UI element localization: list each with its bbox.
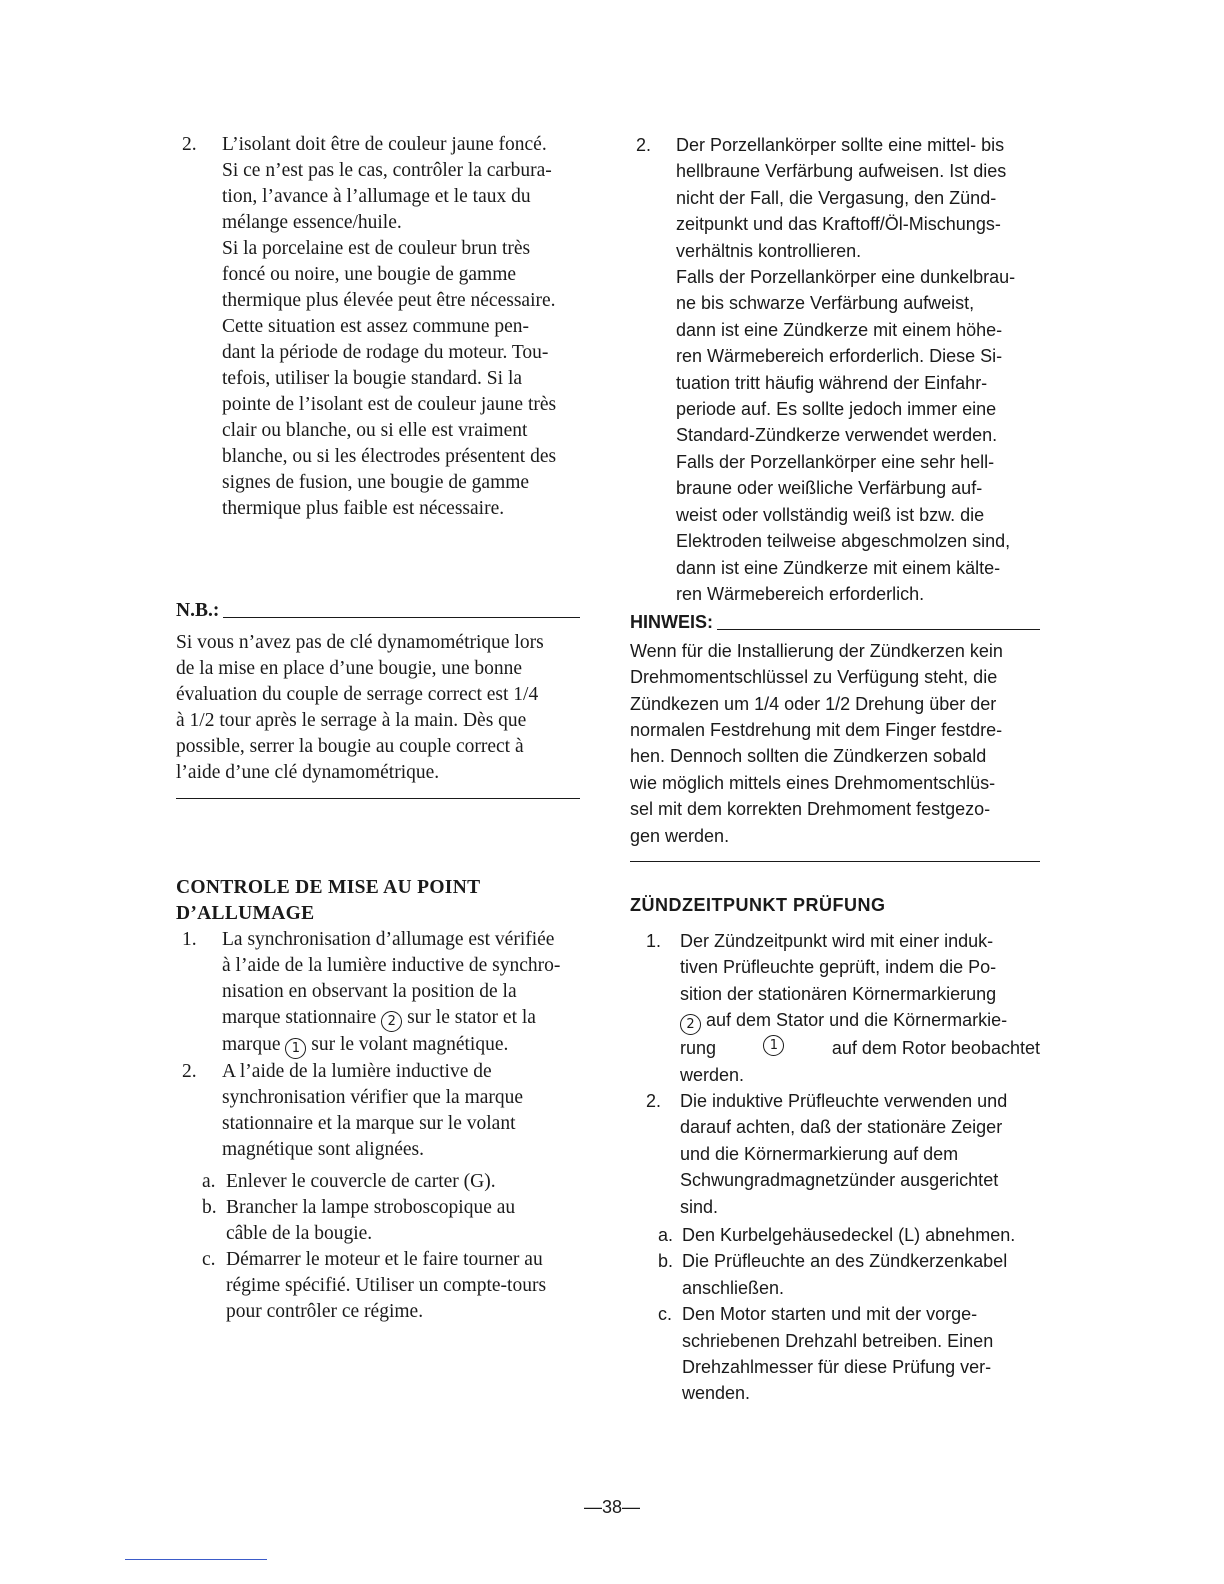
fr-substep-line: Brancher la lampe stroboscopique au bbox=[226, 1197, 516, 1218]
fr-heading-line: CONTROLE DE MISE AU POINT bbox=[176, 877, 481, 898]
de-substep-c bbox=[630, 1301, 1040, 1407]
fr-item-2-line: signes de fusion, une bougie de gamme bbox=[222, 472, 530, 493]
de-item-2-line: ren Wärmebereich erforderlich. bbox=[676, 583, 925, 604]
fr-heading-line: D’ALLUMAGE bbox=[176, 903, 315, 924]
de-note-line: Zündkezen um 1/4 oder 1/2 Drehung über der bbox=[630, 693, 997, 714]
fr-substep-line: régime spécifié. Utiliser un compte-tours bbox=[226, 1275, 547, 1296]
de-item-2-line: braune oder weißliche Verfärbung auf- bbox=[676, 478, 983, 499]
de-note-line: Drehmomentschlüssel zu Verfügung steht, die bbox=[630, 667, 998, 688]
de-substep-line: Die Prüfleuchte an des Zündkerzenkabel bbox=[682, 1251, 1008, 1272]
german-column bbox=[630, 132, 1040, 1407]
de-step-line: sition der stationären Körnermarkierung bbox=[680, 983, 997, 1004]
de-item-2-line: periode auf. Es sollte jedoch immer eine bbox=[676, 399, 997, 420]
de-substep-line: Den Motor starten und mit der vorge- bbox=[682, 1304, 978, 1325]
fr-substep-b-number: b. bbox=[202, 1197, 217, 1218]
fr-note-line: Si vous n’avez pas de clé dynamométrique lors bbox=[176, 632, 544, 653]
de-section-heading bbox=[630, 892, 1040, 918]
de-step-text: auf dem Rotor beobachtet bbox=[831, 1038, 1040, 1059]
de-note-line: wie möglich mittels eines Drehmomentschlüs- bbox=[630, 772, 996, 793]
fr-step-1-number: 1. bbox=[182, 929, 197, 950]
de-step-line bbox=[680, 1035, 1040, 1061]
de-note-label-text: HINWEIS: bbox=[630, 612, 713, 633]
fr-note-line: à 1/2 tour après le serrage à la main. Dès que bbox=[176, 710, 527, 731]
fr-substep-line: câble de la bougie. bbox=[226, 1223, 373, 1244]
fr-step-line: stationnaire et la marque sur le volant bbox=[222, 1113, 516, 1134]
de-item-2-line: zeitpunkt und das Kraftoff/Öl-Mischungs- bbox=[676, 214, 1001, 235]
fr-item-2-line: dant la période de rodage du moteur. Tou- bbox=[222, 342, 549, 363]
fr-step-line: magnétique sont alignées. bbox=[222, 1139, 424, 1160]
footer-line bbox=[125, 1559, 267, 1560]
de-step-line: tiven Prüfleuchte geprüft, indem die Po- bbox=[680, 957, 997, 978]
de-note-body bbox=[630, 638, 1040, 849]
de-note-line: Wenn für die Installierung der Zündkerzen kein bbox=[630, 640, 1003, 661]
de-step-1-number: 1. bbox=[646, 930, 662, 951]
fr-step-line bbox=[222, 1005, 580, 1032]
de-step-text: rung bbox=[680, 1038, 717, 1059]
fr-step-text: marque stationnaire bbox=[222, 1007, 377, 1028]
fr-step-line: nisation en observant la position de la bbox=[222, 981, 517, 1002]
fr-substep-line: Enlever le couvercle de carter (G). bbox=[226, 1171, 496, 1192]
fr-substep-a-number: a. bbox=[202, 1171, 216, 1192]
fr-step-line bbox=[222, 1032, 580, 1059]
de-substep-a bbox=[630, 1222, 1040, 1248]
fr-step-2 bbox=[176, 1059, 580, 1163]
de-substep-c-number: c. bbox=[658, 1304, 673, 1325]
de-substep-b-number: b. bbox=[658, 1251, 674, 1272]
de-item-2-line: dann ist eine Zündkerze mit einem höhe- bbox=[676, 319, 1003, 340]
fr-step-text: marque bbox=[222, 1034, 281, 1055]
de-heading-line: ZÜNDZEITPUNKT PRÜFUNG bbox=[630, 894, 886, 915]
de-substep-line: schriebenen Drehzahl betreiben. Einen bbox=[682, 1330, 994, 1351]
mark-1-icon: 1 bbox=[285, 1038, 306, 1059]
fr-item-2-line: blanche, ou si les électrodes présentent des bbox=[222, 446, 557, 467]
de-step-line: und die Körnermarkierung auf dem bbox=[680, 1143, 959, 1164]
page-number: —38— bbox=[583, 1497, 641, 1517]
de-step-2 bbox=[630, 1088, 1040, 1220]
fr-step-line: La synchronisation d’allumage est vérifiée bbox=[222, 929, 555, 950]
de-step-line: Die induktive Prüfleuchte verwenden und bbox=[680, 1091, 1008, 1111]
fr-substep-c-number: c. bbox=[202, 1249, 216, 1270]
fr-note-rule bbox=[223, 617, 580, 618]
fr-step-line: à l’aide de la lumière inductive de synchro- bbox=[222, 955, 561, 976]
de-note-line: hen. Dennoch sollten die Zündkerzen sobald bbox=[630, 746, 987, 767]
fr-item-2-number: 2. bbox=[182, 134, 197, 155]
fr-note-body bbox=[176, 630, 580, 786]
fr-note-line: de la mise en place d’une bougie, une bonne bbox=[176, 658, 523, 679]
de-item-2-line: verhältnis kontrollieren. bbox=[676, 240, 862, 261]
de-note-line: normalen Festdrehung mit dem Finger festdre- bbox=[630, 719, 1003, 740]
de-note-label bbox=[630, 609, 1040, 635]
de-substep-line: wenden. bbox=[682, 1383, 751, 1404]
fr-step-1 bbox=[176, 927, 580, 1059]
fr-section-heading bbox=[176, 875, 580, 927]
fr-substep-line: pour contrôler ce régime. bbox=[226, 1301, 424, 1322]
de-item-2-line: Falls der Porzellankörper eine dunkelbrau- bbox=[676, 267, 1016, 288]
de-step-1 bbox=[630, 928, 1040, 1088]
de-item-2-line: weist oder vollständig weiß ist bzw. die bbox=[676, 504, 985, 525]
fr-step-text: sur le stator et la bbox=[407, 1007, 536, 1028]
de-note-line: gen werden. bbox=[630, 825, 730, 846]
mark-2-icon: 2 bbox=[381, 1011, 402, 1032]
fr-item-2-line: Si ce n’est pas le cas, contrôler la carbura- bbox=[222, 160, 552, 181]
de-item-2-number: 2. bbox=[636, 135, 652, 155]
de-substep-line: Drehzahlmesser für diese Prüfung ver- bbox=[682, 1357, 992, 1378]
fr-item-2-line: L’isolant doit être de couleur jaune foncé. bbox=[222, 134, 547, 155]
de-substep-b bbox=[630, 1248, 1040, 1301]
fr-item-2-line: pointe de l’isolant est de couleur jaune très bbox=[222, 394, 557, 415]
de-note-rule bbox=[717, 629, 1040, 630]
fr-note-line: possible, serrer la bougie au couple correct à bbox=[176, 736, 524, 757]
de-item-2-line: hellbraune Verfärbung aufweisen. Ist dies bbox=[676, 161, 1007, 182]
de-item-2-line: Standard-Zündkerze verwendet werden. bbox=[676, 425, 998, 446]
fr-note-label-text: N.B.: bbox=[176, 600, 220, 621]
de-substep-line: Den Kurbelgehäusedeckel (L) abnehmen. bbox=[682, 1225, 1016, 1246]
de-substep-line: anschließen. bbox=[682, 1277, 785, 1298]
de-item-2-line: dann ist eine Zündkerze mit einem kälte- bbox=[676, 557, 1001, 578]
fr-step-line: A l’aide de la lumière inductive de bbox=[222, 1061, 492, 1082]
fr-substep-line: Démarrer le moteur et le faire tourner au bbox=[226, 1249, 543, 1270]
de-step-line bbox=[680, 1007, 1040, 1035]
fr-item-2-line: tion, l’avance à l’allumage et le taux du bbox=[222, 186, 531, 207]
de-item-2-line: Falls der Porzellankörper eine sehr hell- bbox=[676, 451, 995, 472]
fr-item-2-line: foncé ou noire, une bougie de gamme bbox=[222, 264, 517, 285]
fr-item-2-line: Si la porcelaine est de couleur brun très bbox=[222, 238, 531, 259]
de-item-2-line: ne bis schwarze Verfärbung aufweist, bbox=[676, 293, 975, 314]
de-step-line: Schwungradmagnetzünder ausgerichtet bbox=[680, 1170, 999, 1191]
fr-step-text: sur le volant magnétique. bbox=[311, 1034, 509, 1055]
fr-substep-a bbox=[176, 1169, 580, 1195]
mark-2-icon: 2 bbox=[680, 1014, 701, 1035]
mark-1-icon: 1 bbox=[763, 1035, 784, 1056]
fr-item-2-line: clair ou blanche, ou si elle est vraiment bbox=[222, 420, 528, 441]
fr-step-line: synchronisation vérifier que la marque bbox=[222, 1087, 524, 1108]
fr-item-2-line: thermique plus faible est nécessaire. bbox=[222, 498, 505, 519]
de-item-2-line: nicht der Fall, die Vergasung, den Zünd- bbox=[676, 187, 997, 208]
fr-item-2 bbox=[176, 132, 580, 522]
de-item-2-line: Elektroden teilweise abgeschmolzen sind, bbox=[676, 531, 1011, 552]
de-step-line: Der Zündzeitpunkt wird mit einer induk- bbox=[680, 930, 994, 951]
fr-item-2-line: mélange essence/huile. bbox=[222, 212, 402, 233]
fr-note-label bbox=[176, 598, 580, 624]
fr-item-2-line: thermique plus élevée peut être nécessaire. bbox=[222, 290, 556, 311]
de-item-2 bbox=[630, 132, 1040, 607]
french-column bbox=[176, 132, 580, 1325]
fr-note-line: l’aide d’une clé dynamométrique. bbox=[176, 762, 440, 783]
de-substep-a-number: a. bbox=[658, 1225, 674, 1246]
de-note-line: sel mit dem korrekten Drehmoment festgezo- bbox=[630, 799, 991, 820]
fr-note-line: évaluation du couple de serrage correct est 1/4 bbox=[176, 684, 539, 705]
de-step-line: sind. bbox=[680, 1196, 719, 1217]
de-item-2-line: ren Wärmebereich erforderlich. Diese Si- bbox=[676, 346, 1003, 367]
de-step-line: darauf achten, daß der stationäre Zeiger bbox=[680, 1117, 1003, 1138]
fr-item-2-line: Cette situation est assez commune pen- bbox=[222, 316, 530, 337]
fr-substep-b bbox=[176, 1195, 580, 1247]
de-step-2-number: 2. bbox=[646, 1091, 662, 1111]
de-item-2-line: Der Porzellankörper sollte eine mittel- bis bbox=[676, 135, 1005, 155]
fr-substep-c bbox=[176, 1247, 580, 1325]
de-step-text: auf dem Stator und die Körnermarkie- bbox=[706, 1010, 1008, 1031]
fr-item-2-line: tefois, utiliser la bougie standard. Si la bbox=[222, 368, 523, 389]
de-item-2-line: tuation tritt häufig während der Einfahr- bbox=[676, 372, 988, 393]
de-step-line: werden. bbox=[680, 1064, 745, 1085]
fr-step-2-number: 2. bbox=[182, 1061, 197, 1082]
